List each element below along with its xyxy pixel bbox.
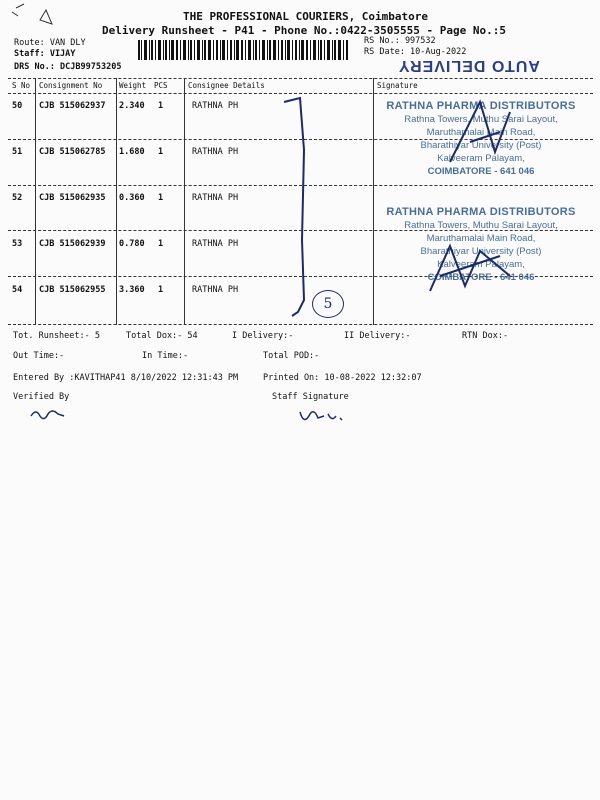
rs-date: RS Date: 10-Aug-2022 [364, 47, 467, 57]
staff-signature [296, 404, 346, 430]
entered-by: Entered By :KAVITHAP41 8/10/2022 12:31:43 PM [13, 373, 239, 383]
handwritten-signature-1 [440, 92, 530, 172]
ii-delivery: II Delivery:- [344, 331, 411, 341]
col-weight: Weight [119, 81, 147, 90]
col-consignee: Consignee Details [188, 81, 265, 90]
rs-no: RS No.: 997532 [364, 36, 436, 46]
staff: Staff: VIJAY [14, 49, 76, 59]
tot-runsheet: Tot. Runsheet:- 5 [13, 331, 100, 341]
drs-no: DRS No.: DCJB99753205 [14, 62, 122, 72]
col-sno: S No [12, 81, 31, 90]
handwritten-signature-2 [420, 236, 520, 306]
verified-signature [28, 404, 68, 424]
corner-scribble-icon [10, 2, 60, 28]
i-delivery: I Delivery:- [232, 331, 294, 341]
handwritten-count: 5 [312, 290, 344, 318]
route: Route: VAN DLY [14, 38, 86, 48]
col-divider [184, 78, 185, 325]
col-signature: Signature [377, 81, 418, 90]
col-divider [373, 78, 374, 325]
col-divider [35, 78, 36, 325]
staff-signature-label: Staff Signature [272, 392, 349, 402]
total-pod: Total POD:- [263, 351, 320, 361]
auto-delivery-stamp: AUTO DELIVERY [398, 57, 540, 74]
col-consignment: Consignment No [39, 81, 103, 90]
in-time: In Time:- [142, 351, 189, 361]
receiver-stamp-2: RATHNA PHARMA DISTRIBUTORS Rathna Towers, Muthu Sarai Layout, Maruthamalai Main Road, Bharathiyar University (Post) Kalveeram Palayam, COIMBATORE - 641 046 [386, 206, 576, 283]
printed-on: Printed On: 10-08-2022 12:32:07 [263, 373, 422, 383]
company-title: THE PROFESSIONAL COURIERS, Coimbatore [183, 10, 429, 23]
col-divider [116, 78, 117, 325]
verified-by: Verified By [13, 392, 70, 402]
out-time: Out Time:- [13, 351, 65, 361]
rtn-dox: RTN Dox:- [462, 331, 509, 341]
total-dox: Total Dox:- 54 [126, 331, 198, 341]
col-pcs: PCS [154, 81, 168, 90]
barcode [138, 40, 350, 60]
receiver-stamp-1: RATHNA PHARMA DISTRIBUTORS Rathna Towers, Muthu Sarai Layout, Maruthamalai Main Road, Bharathiyar University (Post) Kalveeram Palayam, COIMBATORE - 641 046 [386, 100, 576, 177]
runsheet-title: Delivery Runsheet - P41 - Phone No.:0422-3505555 - Page No.:5 [102, 24, 506, 37]
table-top-rule [8, 78, 593, 79]
